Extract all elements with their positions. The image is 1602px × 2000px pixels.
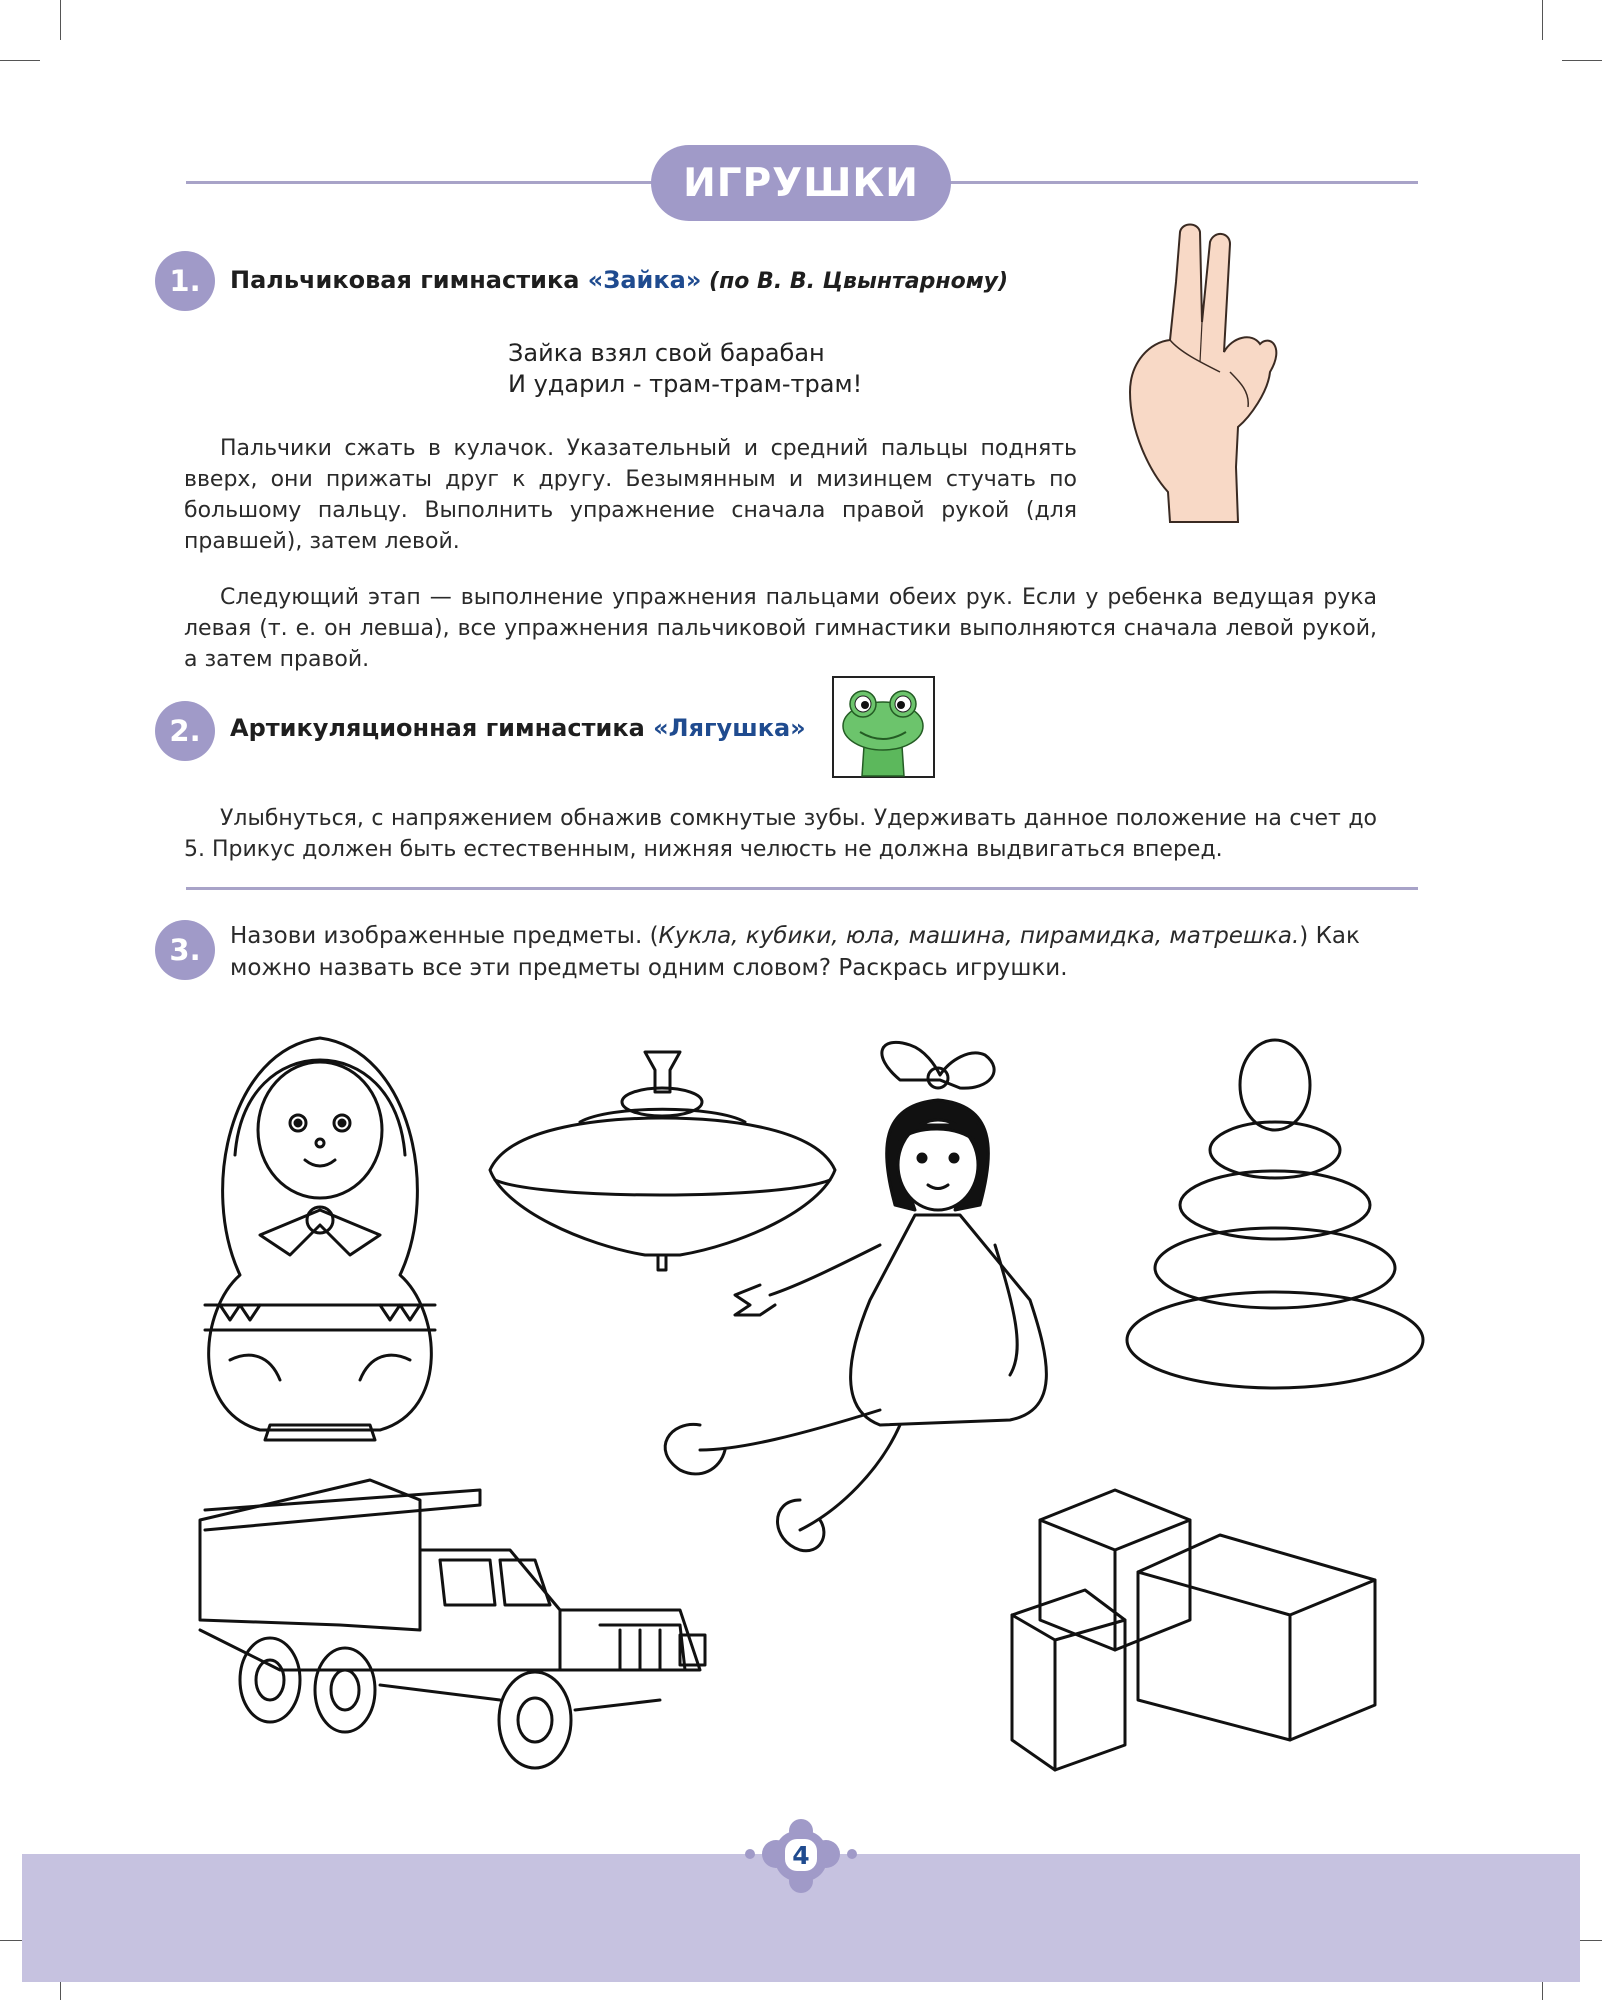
section-title-2-accent: «Лягушка»: [653, 714, 806, 742]
section-number-1: 1.: [155, 251, 215, 311]
cubes-illustration: [1012, 1490, 1375, 1770]
task-3-text-italic: Кукла, кубики, юла, машина, пирамидка, матрешка.: [658, 923, 1300, 949]
paragraph-frog: Улыбнуться, с напряжением обнажив сомкнутые зубы. Удерживать данное положение на счет до 5. Прикус должен быть естественным, нижняя челюсть не должна выдвигаться вперед.: [184, 806, 1377, 862]
section-number-3: 3.: [155, 920, 215, 980]
task-3-text-end: ) Как можно назвать все эти предметы одним словом? Раскрась игрушки.: [230, 923, 1360, 981]
poem-line-1: Зайка взял свой барабан: [508, 339, 825, 367]
section-title-2-plain: Артикуляционная гимнастика: [230, 714, 654, 742]
hand-gesture-illustration: [1120, 222, 1280, 532]
matryoshka-illustration: [205, 1038, 435, 1440]
paragraph-next-stage: Следующий этап — выполнение упражнения пальцами обеих рук. Если у ребенка ведущая рука левая (т. е. он левша), все упражнения пальчиковой гимнастики выполняются сначала левой рукой, а затем правой.: [184, 585, 1377, 672]
crop-mark: [60, 0, 61, 40]
crop-mark: [1542, 0, 1543, 40]
frog-face-illustration: [832, 676, 935, 778]
section-title-2: [230, 714, 806, 742]
doll-illustration: [665, 1042, 1046, 1550]
page-number: 4: [792, 1840, 810, 1870]
spinning-top-illustration: [490, 1052, 835, 1270]
header-rule-right: [946, 181, 1418, 184]
section-number-2: 2.: [155, 701, 215, 761]
task-3-text: [230, 920, 1380, 984]
page-title: ИГРУШКИ: [651, 145, 951, 221]
dump-truck-illustration: [200, 1480, 705, 1768]
poem: [508, 338, 862, 400]
task-3-text-start: Назови изображенные предметы. (: [230, 923, 659, 949]
header-rule-left: [186, 181, 656, 184]
crop-mark: [0, 60, 40, 61]
crop-mark: [1562, 60, 1602, 61]
poem-line-2: И ударил - трам-трам-трам!: [508, 370, 863, 398]
paragraph-finger-exercise: Пальчики сжать в кулачок. Указательный и средний пальцы поднять вверх, они прижаты друг к другу. Безымянным и мизинцем стучать по большому пальцу. Выполнить упражнение сначала правой рукой (для правшей), затем левой.: [184, 436, 1077, 554]
section-title-1-plain: Пальчиковая гимнастика: [230, 266, 588, 294]
section-title-1-author: (по В. В. Цвынтарному): [701, 269, 1009, 294]
section-title-1-accent: «Зайка»: [587, 266, 702, 294]
section-divider: [186, 887, 1418, 890]
toys-illustration: [180, 1030, 1440, 1810]
stacking-pyramid-illustration: [1127, 1040, 1423, 1388]
section-title-1: [230, 266, 1008, 294]
